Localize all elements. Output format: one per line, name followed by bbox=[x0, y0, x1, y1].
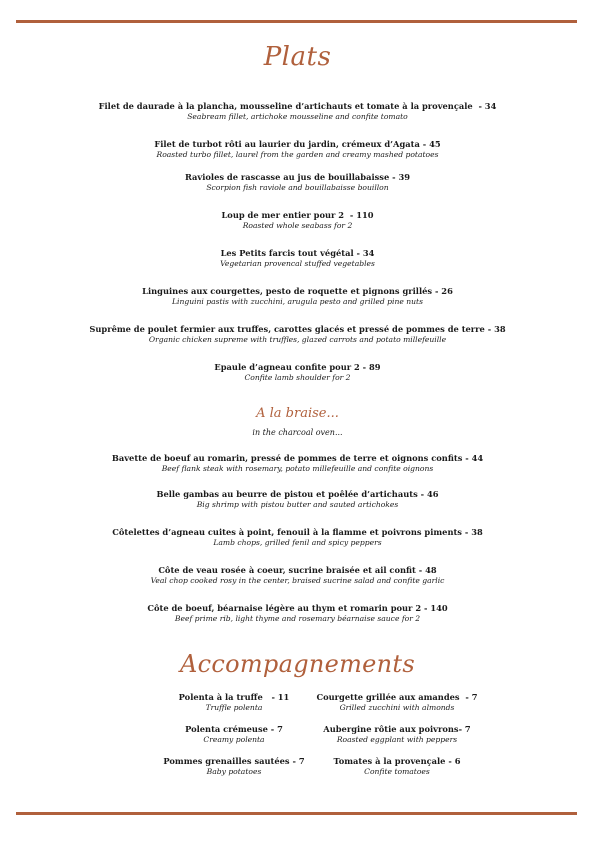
dish-translation: Beef flank steak with rosemary, potato millefeuille and confite oignons bbox=[161, 464, 434, 473]
dish-translation: Beef prime rib, light thyme and rosemary béarnaise sauce for 2 bbox=[174, 614, 421, 623]
side-translation: Creamy polenta bbox=[203, 735, 265, 744]
dish-name: Côte de boeuf, béarnaise légère au thym et romarin pour 2 bbox=[147, 603, 422, 613]
dish-translation: Linguini pastis with zucchini, arugula pesto and grilled pine nuts bbox=[171, 297, 424, 306]
dish-name: Epaule d’agneau confite pour 2 bbox=[214, 362, 360, 372]
menu-item: Loup de mer entier pour 2 - 110 Roasted whole seabass for 2 bbox=[0, 210, 595, 231]
dish-translation: Lamb chops, grilled fenil and spicy peppers bbox=[213, 538, 382, 547]
dish-translation: Roasted whole seabass for 2 bbox=[242, 221, 353, 230]
menu-item: Belle gambas au beurre de pistou et poêlée d’artichauts - 46 Big shrimp with pistou butter and sauted artichokes bbox=[0, 489, 595, 510]
side-price: 7 bbox=[471, 692, 478, 702]
dish-name: Linguines aux courgettes, pesto de roquette et pignons grillés bbox=[142, 286, 433, 296]
dish-price: 38 bbox=[471, 527, 483, 537]
dish-translation: Vegetarian provencal stuffed vegetables bbox=[220, 259, 375, 268]
menu-item: Côte de boeuf, béarnaise légère au thym et romarin pour 2 - 140 Beef prime rib, light thyme and rosemary béarnaise sauce for 2 bbox=[0, 603, 595, 624]
dish-name: Filet de turbot rôti au laurier du jardin, crémeux d’Agata bbox=[154, 139, 420, 149]
dish-price: 34 bbox=[362, 248, 375, 258]
menu-item: Filet de turbot rôti au laurier du jardin, crémeux d’Agata - 45 Roasted turbo fillet, laurel from the garden and creamy mashed potatoes bbox=[0, 139, 595, 160]
bottom-divider bbox=[16, 812, 577, 815]
side-price: 7 bbox=[277, 724, 283, 734]
section-title-accompagnements: Accompagnements bbox=[180, 650, 415, 678]
dish-name: Côte de veau rosée à coeur, sucrine braisée et ail confit bbox=[158, 565, 416, 575]
dish-name: Suprême de poulet fermier aux truffes, carottes glacés et pressé de pommes de terre bbox=[89, 324, 485, 334]
side-name: Tomates à la provençale bbox=[333, 756, 446, 766]
side-item: Tomates à la provençale - 6 Confite tomatoes bbox=[297, 756, 497, 777]
menu-item: Côte de veau rosée à coeur, sucrine braisée et ail confit - 48 Veal chop cooked rosy in the center, braised sucrine salad and confite garlic bbox=[0, 565, 595, 586]
side-translation: Grilled zucchini with almonds bbox=[339, 703, 455, 712]
side-item: Polenta à la truffe - 11 Truffle polenta bbox=[134, 692, 334, 713]
dish-price: 140 bbox=[430, 603, 448, 613]
dish-price: 110 bbox=[356, 210, 374, 220]
side-translation: Baby potatoes bbox=[206, 767, 262, 776]
side-item: Pommes grenailles sautées - 7 Baby potatoes bbox=[134, 756, 334, 777]
side-name: Polenta crémeuse bbox=[185, 724, 268, 734]
side-translation: Roasted eggplant with peppers bbox=[336, 735, 458, 744]
dish-translation: Confite lamb shoulder for 2 bbox=[244, 373, 351, 382]
section-title-plats: Plats bbox=[263, 42, 332, 72]
dish-translation: Big shrimp with pistou butter and sauted artichokes bbox=[196, 500, 399, 509]
side-translation: Confite tomatoes bbox=[364, 767, 430, 776]
dish-price: 44 bbox=[471, 453, 484, 463]
dish-translation: Scorpion fish raviole and bouillabaisse bouillon bbox=[206, 183, 389, 192]
menu-item: Côtelettes d’agneau cuites à point, fenouil à la flamme et poivrons piments - 38 Lamb chops, grilled fenil and spicy peppers bbox=[0, 527, 595, 548]
dish-price: 46 bbox=[426, 489, 439, 499]
menu-item: Epaule d’agneau confite pour 2 - 89 Confite lamb shoulder for 2 bbox=[0, 362, 595, 383]
section-title-braise: A la braise... bbox=[256, 406, 339, 421]
side-name: Courgette grillée aux amandes bbox=[316, 692, 460, 702]
side-item: Polenta crémeuse - 7 Creamy polenta bbox=[134, 724, 334, 745]
side-price: 7 bbox=[464, 724, 471, 734]
dish-name: Loup de mer entier pour 2 bbox=[221, 210, 345, 220]
side-item: Aubergine rôtie aux poivrons- 7 Roasted eggplant with peppers bbox=[297, 724, 497, 745]
dish-name: Ravioles de rascasse au jus de bouillabaisse bbox=[184, 172, 390, 182]
menu-item: Bavette de boeuf au romarin, pressé de pommes de terre et oignons confits - 44 Beef flank steak with rosemary, potato millefeuille and confite oignons bbox=[0, 453, 595, 474]
dish-translation: Seabream fillet, artichoke mousseline and confite tomato bbox=[187, 112, 408, 121]
dish-name: Belle gambas au beurre de pistou et poêlée d’artichauts bbox=[156, 489, 418, 499]
side-item: Courgette grillée aux amandes - 7 Grilled zucchini with almonds bbox=[297, 692, 497, 713]
dish-price: 34 bbox=[484, 101, 497, 111]
side-translation: Truffle polenta bbox=[205, 703, 263, 712]
dish-price: 48 bbox=[425, 565, 437, 575]
side-name: Pommes grenailles sautées bbox=[163, 756, 290, 766]
section-subtitle-braise: in the charcoal oven... bbox=[252, 428, 343, 437]
dish-translation: Veal chop cooked rosy in the center, braised sucrine salad and confite garlic bbox=[150, 576, 445, 585]
menu-item: Filet de daurade à la plancha, mousseline d’artichauts et tomate à la provençale - 34 Seabream fillet, artichoke mousseline and confite tomato bbox=[0, 101, 595, 122]
side-price: 7 bbox=[298, 756, 305, 766]
dish-name: Bavette de boeuf au romarin, pressé de pommes de terre et oignons confits bbox=[111, 453, 463, 463]
side-price: 11 bbox=[277, 692, 290, 702]
dish-name: Filet de daurade à la plancha, mousseline d’artichauts et tomate à la provençale bbox=[98, 101, 473, 111]
dish-translation: Roasted turbo fillet, laurel from the garden and creamy mashed potatoes bbox=[156, 150, 439, 159]
top-divider bbox=[16, 20, 577, 23]
dish-name: Les Petits farcis tout végétal bbox=[220, 248, 354, 258]
dish-price: 38 bbox=[494, 324, 506, 334]
dish-name: Côtelettes d’agneau cuites à point, fenouil à la flamme et poivrons piments bbox=[112, 527, 462, 537]
dish-price: 26 bbox=[441, 286, 453, 296]
side-price: 6 bbox=[454, 756, 461, 766]
menu-item: Suprême de poulet fermier aux truffes, carottes glacés et pressé de pommes de terre - 38 Organic chicken supreme with truffles, glazed carrots and potato millefeuille bbox=[0, 324, 595, 345]
menu-item: Les Petits farcis tout végétal - 34 Vegetarian provencal stuffed vegetables bbox=[0, 248, 595, 269]
dish-price: 45 bbox=[429, 139, 441, 149]
side-name: Aubergine rôtie aux poivrons bbox=[323, 724, 459, 734]
dish-price: 39 bbox=[398, 172, 411, 182]
dish-price: 89 bbox=[369, 362, 381, 372]
menu-item: Linguines aux courgettes, pesto de roquette et pignons grillés - 26 Linguini pastis with zucchini, arugula pesto and grilled pine nuts bbox=[0, 286, 595, 307]
side-name: Polenta à la truffe bbox=[178, 692, 263, 702]
menu-item: Ravioles de rascasse au jus de bouillabaisse - 39 Scorpion fish raviole and bouillabaisse bouillon bbox=[0, 172, 595, 193]
dish-translation: Organic chicken supreme with truffles, glazed carrots and potato millefeuille bbox=[148, 335, 447, 344]
